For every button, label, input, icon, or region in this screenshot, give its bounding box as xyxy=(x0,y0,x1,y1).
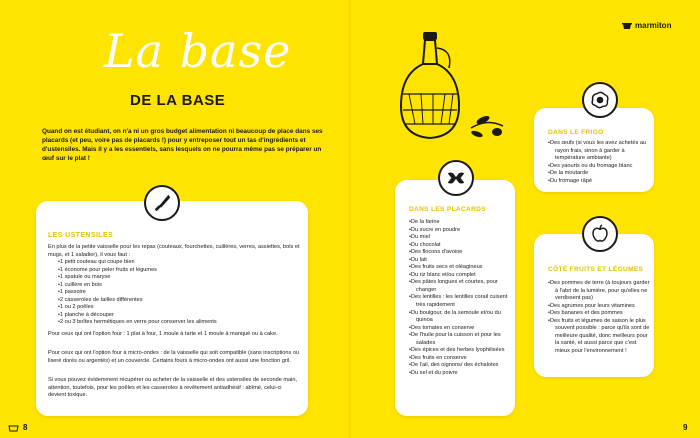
page-gutter xyxy=(349,0,351,438)
egg-icon xyxy=(582,82,618,118)
page-subtitle: DE LA BASE xyxy=(130,92,226,109)
list-item: • De l'huile pour la cuisson et pour les salades xyxy=(409,332,513,347)
list-item: • Des épices et des herbes lyophilisées xyxy=(409,347,513,355)
list-item: • 1 passoire xyxy=(58,289,217,297)
list-item: • Des tomates en conserve xyxy=(409,325,513,333)
list-item: • Du chocolat xyxy=(409,242,513,250)
oven-paragraph: Pour ceux qui ont l'option four : 1 plat à four, 1 moule à tarte et 1 moule à manqué ou à cake. xyxy=(48,331,278,337)
pot-icon xyxy=(8,424,19,432)
frigo-heading: DANS LE FRIGO xyxy=(548,129,604,136)
ustensiles-list xyxy=(58,259,217,327)
frigo-list xyxy=(548,140,652,185)
intro-paragraph: Quand on est étudiant, on n'a ni un gros budget alimentation ni beaucoup de place dans ses placards (et peu, voire pas de placards !) pour y entreposer tout un tas d'ingrédients et d'ustensiles. Mais il y a les essentiels, sans lesquels on ne pourra même pas se préparer un œuf sur le plat ! xyxy=(42,128,323,163)
pot-icon xyxy=(622,22,632,30)
olive-oil-bottle-illustration xyxy=(393,24,513,154)
page-number-right: 9 xyxy=(683,423,688,432)
list-item: • 2 casseroles de tailles différentes xyxy=(58,297,217,305)
list-item: • Du boulgour, de la semoule et/ou du quinoa xyxy=(409,310,513,325)
list-item: • 1 petit couteau qui coupe bien xyxy=(58,259,217,267)
marmiton-logo xyxy=(622,21,671,30)
list-item: • 1 spatule ou maryse xyxy=(58,274,217,282)
list-item: • Des fruits secs et oléagineux xyxy=(409,264,513,272)
list-item: • Du lait xyxy=(409,257,513,265)
list-item: • Des bananes et des pommes xyxy=(548,310,652,318)
list-item: • 1 planche à découper xyxy=(58,312,217,320)
placards-heading: DANS LES PLACARDS xyxy=(409,206,486,213)
ustensiles-intro-text: En plus de la petite vaisselle pour les repas (couteaux, fourchettes, cuillères, verres, assiettes, bols et mugs, et 1 saladier), il vous faut : xyxy=(48,244,300,258)
list-item: • Des œufs (si vous les avez achetés au rayon frais, sinon à garder à température ambiante) xyxy=(548,140,652,163)
list-item: • Des fruits et légumes de saison le plus souvent possible : parce qu'ils sont de meilleure qualité, donc meilleurs pour la santé, et aussi parce que c'est mieux pour l'environnement ! xyxy=(548,318,652,356)
page-number-left: 8 xyxy=(23,423,28,432)
list-item: • Des yaourts ou du fromage blanc xyxy=(548,163,652,171)
list-item: • 2 ou 3 boîtes hermétiques en verre pour conserver les aliments xyxy=(58,319,217,327)
list-item: • De la moutarde xyxy=(548,170,652,178)
list-item: • De la farine xyxy=(409,219,513,227)
microwave-paragraph: Pour ceux qui ont l'option four à micro-ondes : de la vaisselle qui soit compatible (sans inscriptions ou liseré dorés ou argentés) et un couvercle. Certains fours à micro-ondes ont aussi une fonction gril. xyxy=(48,350,300,364)
page-number-left-wrap xyxy=(8,423,27,432)
list-item: • Des fruits en conserve xyxy=(409,355,513,363)
list-item: • Des lentilles : les lentilles corail cuisent très rapidement xyxy=(409,294,513,309)
list-item: • De l'ail, des oignons/ des échalotes xyxy=(409,362,513,370)
list-item: • Des agrumes pour leurs vitamines xyxy=(548,303,652,311)
fruits-heading: CÔTÉ FRUITS ET LÉGUMES xyxy=(548,266,644,273)
placards-list xyxy=(409,219,513,377)
pasta-icon xyxy=(438,160,474,196)
list-item: • 1 cuillère en bois xyxy=(58,282,217,290)
list-item: • 1 économe pour peler fruits et légumes xyxy=(58,267,217,275)
brand-name: marmiton xyxy=(635,21,672,30)
fruits-list xyxy=(548,280,652,355)
list-item: • Des pommes de terre (à toujours garder à l'abri de la lumière, pour qu'elles ne verdissent pas) xyxy=(548,280,652,303)
list-item: • 1 ou 2 poêles xyxy=(58,304,217,312)
list-item: • Du riz blanc et/ou complet xyxy=(409,272,513,280)
apple-icon xyxy=(582,216,618,252)
second-hand-paragraph: Si vous pouvez évidemment récupérer ou acheter de la vaisselle et des ustensiles de seconde main, attention, toutefois, pour les poêles et les casseroles à revêtement antiadhésif : abîmé, celui-ci devient toxique. xyxy=(48,377,298,398)
list-item: • Des pâtes longues et courtes, pour changer xyxy=(409,279,513,294)
list-item: • Du fromage râpé xyxy=(548,178,652,186)
ustensiles-heading: LES USTENSILES xyxy=(48,232,114,239)
list-item: • Du miel xyxy=(409,234,513,242)
list-item: • Du sel et du poivre xyxy=(409,370,513,378)
page-title-script: La base xyxy=(104,24,292,78)
knife-icon xyxy=(144,185,180,221)
list-item: • Du sucre en poudre xyxy=(409,227,513,235)
list-item: • Des flocons d'avoine xyxy=(409,249,513,257)
